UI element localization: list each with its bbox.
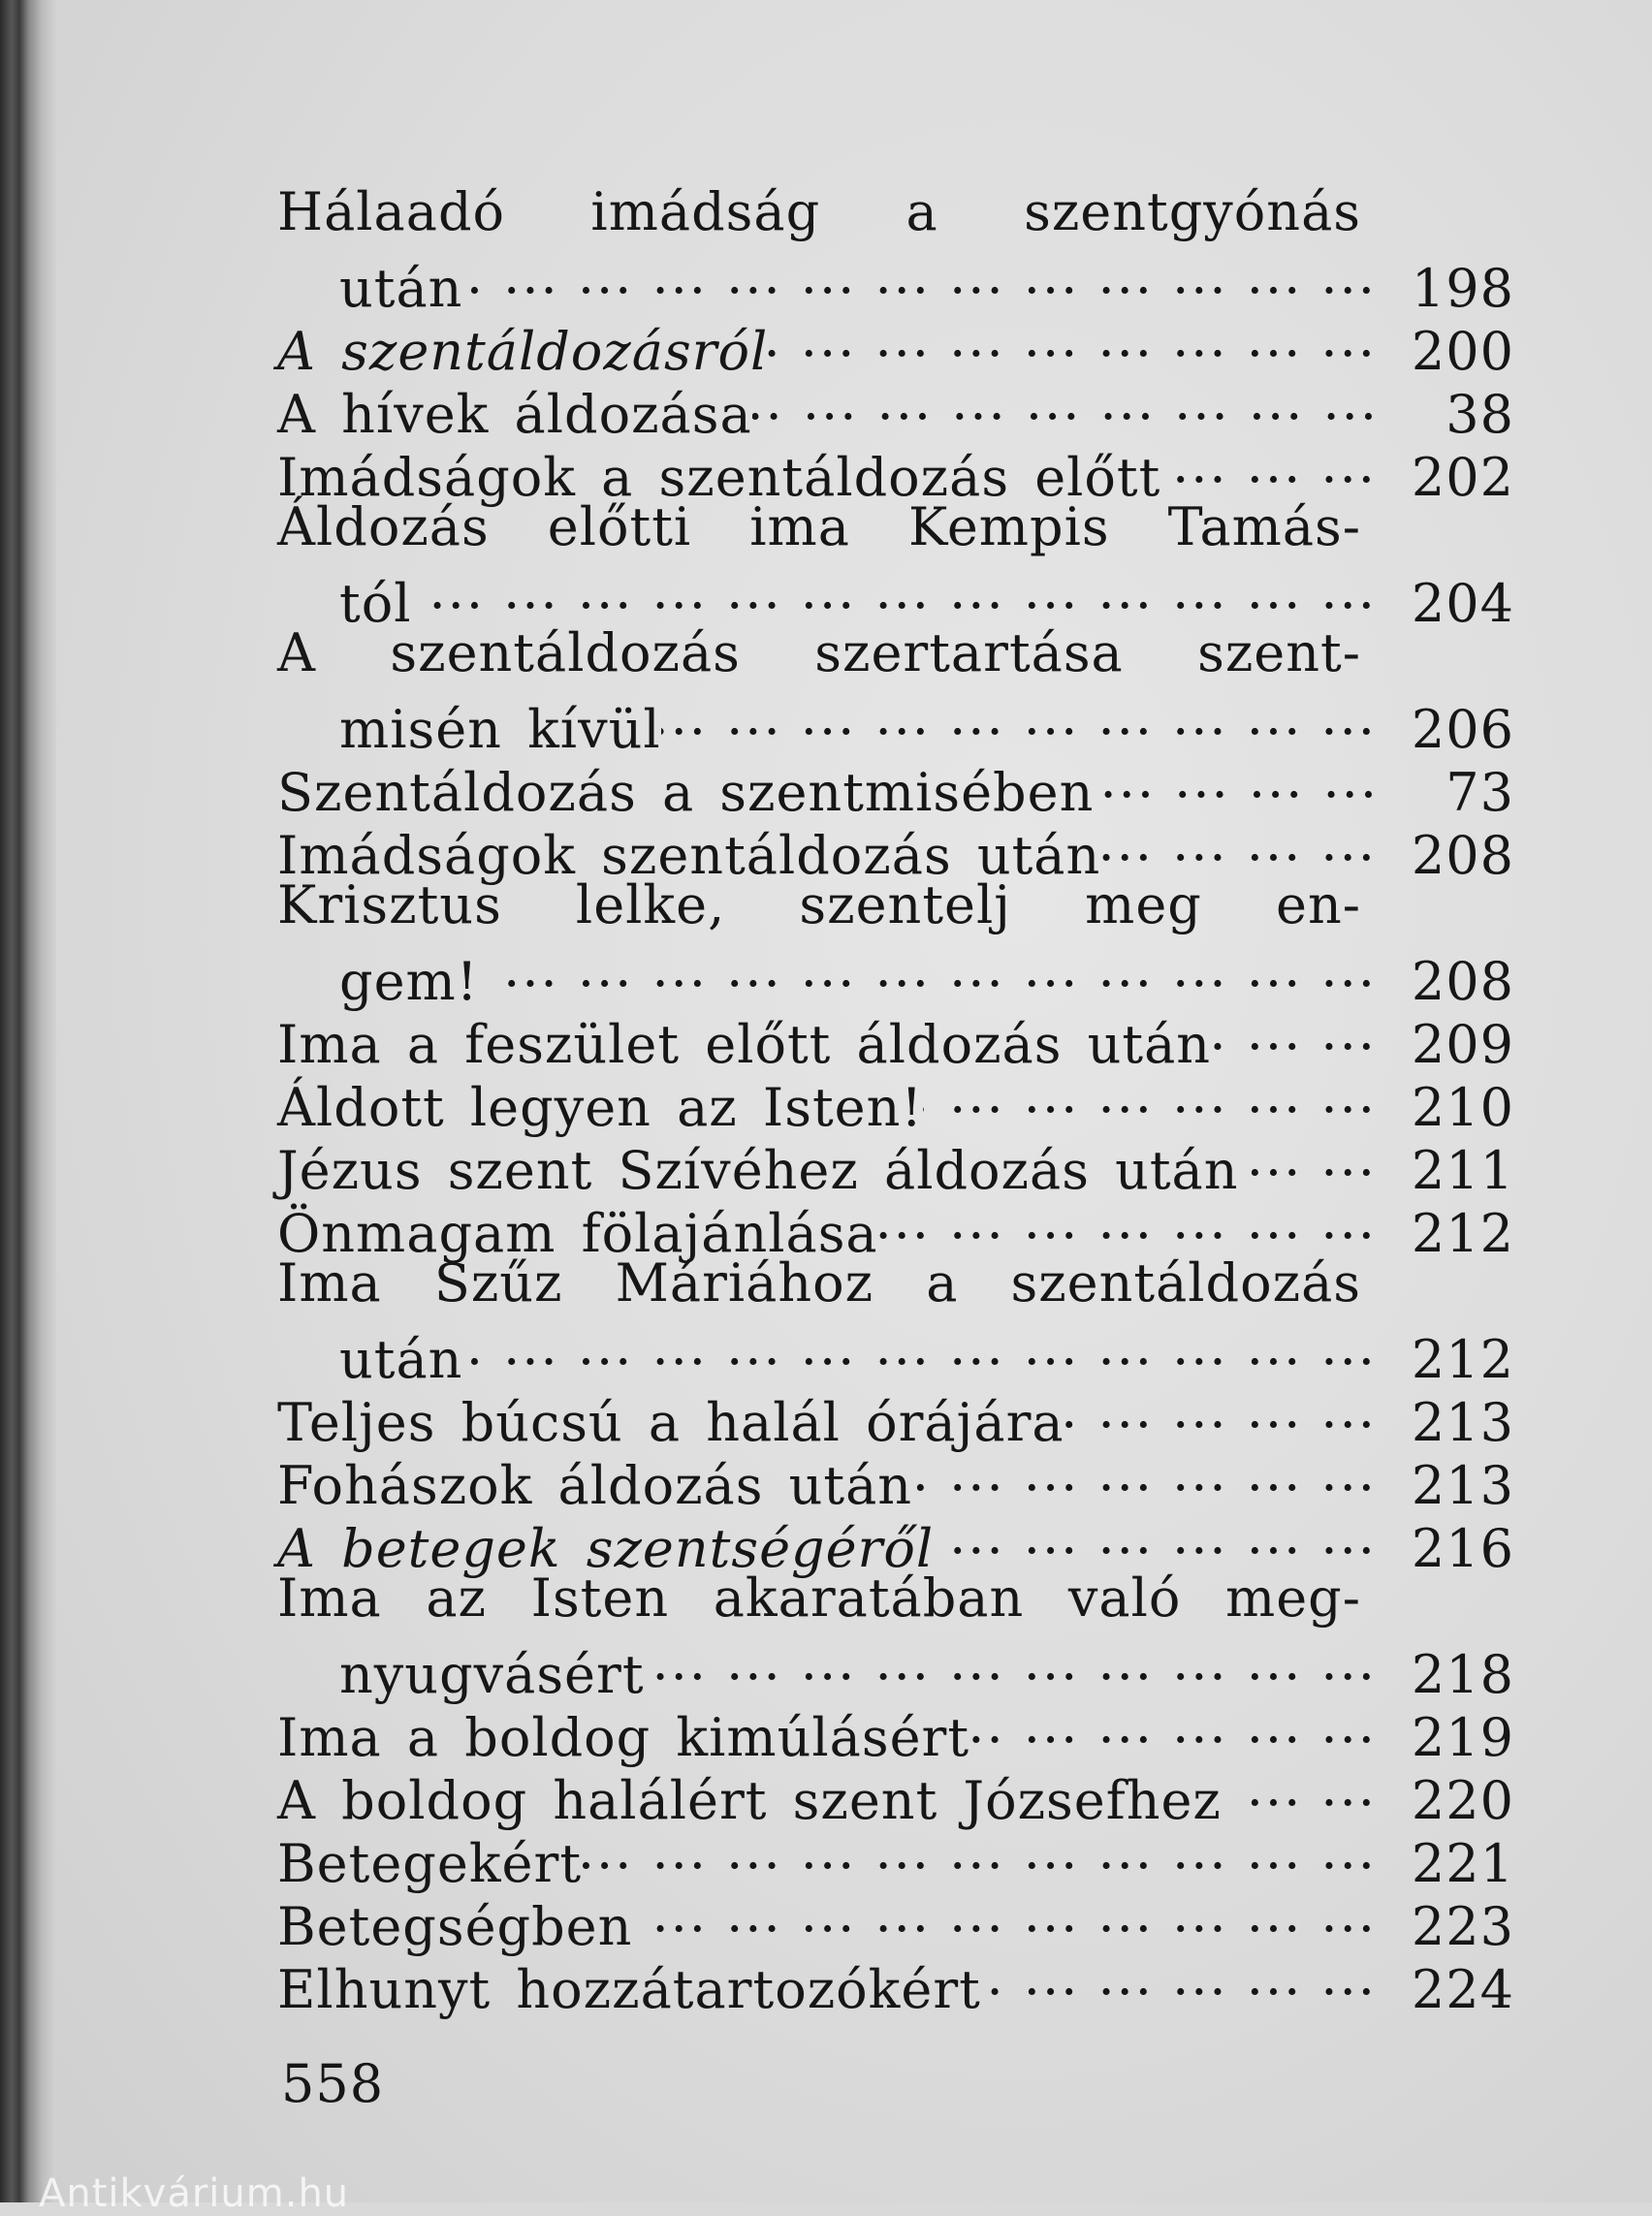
dot-leader	[1064, 1377, 1412, 1440]
toc-page-number: 198	[1411, 258, 1514, 319]
dot-leader	[632, 1882, 1412, 1945]
toc-entry-title: után	[339, 1329, 463, 1390]
table-of-contents	[277, 180, 1514, 2020]
toc-entry-title: Jézus szent Szívéhez áldozás után	[277, 1140, 1239, 1201]
toc-entry-title: után	[339, 258, 463, 319]
toc-entry-title: A betegek szentségéről	[277, 1518, 935, 1579]
toc-entry-title: nyugvásért	[339, 1644, 645, 1705]
toc-page-number: 200	[1411, 321, 1514, 382]
dot-leader	[878, 1188, 1412, 1251]
dot-leader	[934, 1504, 1412, 1567]
toc-entry-title: Áldott legyen az Isten!	[277, 1077, 924, 1138]
toc-entry-title: A boldog halálért szent Józsefhez	[277, 1770, 1222, 1831]
toc-entry-line	[277, 936, 1514, 1012]
dot-leader	[1094, 747, 1414, 810]
toc-entry	[277, 1567, 1514, 1705]
toc-entry-line	[277, 873, 1514, 936]
toc-page-number: 216	[1411, 1518, 1514, 1579]
page-number: 558	[281, 2053, 385, 2114]
toc-entry-title: Betegségben	[277, 1896, 633, 1957]
toc-page-number: 202	[1411, 447, 1514, 508]
toc-entry-title: Imádságok szentáldozás után	[277, 825, 1101, 886]
toc-page-number: 208	[1411, 825, 1514, 886]
toc-entry-line	[277, 621, 1514, 684]
toc-entry-title: A szentáldozásról	[277, 321, 769, 382]
toc-page-number: 213	[1411, 1455, 1514, 1516]
dot-leader	[661, 684, 1412, 747]
toc-entry	[277, 495, 1514, 634]
dot-leader	[1211, 999, 1412, 1062]
toc-entry-title: Elhunyt hozzátartozókért	[277, 1959, 981, 2020]
dot-leader	[411, 558, 1411, 621]
toc-entry-line	[277, 243, 1514, 319]
toc-entry-title: Imádságok a szentáldozás előtt	[277, 447, 1161, 508]
toc-entry	[277, 1251, 1514, 1390]
toc-page-number: 213	[1411, 1392, 1514, 1453]
toc-entry-title: gem!	[339, 951, 479, 1012]
toc-entry-title: Teljes búcsú a halál órájára	[277, 1392, 1064, 1453]
toc-entry-line	[277, 1567, 1514, 1630]
toc-entry-title: tól	[339, 573, 412, 634]
toc-page-number: 224	[1411, 1959, 1514, 2020]
toc-entry-line	[277, 1314, 1514, 1390]
toc-entry-line	[277, 180, 1514, 243]
toc-page-number: 223	[1411, 1896, 1514, 1957]
toc-page-number: 204	[1411, 573, 1514, 634]
book-spine-shadow	[0, 0, 56, 2202]
toc-page-number: 212	[1411, 1329, 1514, 1390]
toc-entry	[277, 180, 1514, 319]
dot-leader	[462, 1314, 1411, 1377]
toc-entry-title: Fohászok áldozás után	[277, 1455, 913, 1516]
toc-entry-title: Ima a boldog kimúlásért	[277, 1707, 970, 1768]
toc-entry	[277, 621, 1514, 760]
toc-entry-title: Önmagam fölajánlása	[277, 1203, 878, 1264]
toc-entry-title: Ima a feszület előtt áldozás után	[277, 1014, 1212, 1075]
dot-leader	[1160, 432, 1412, 495]
toc-page-number: 221	[1411, 1833, 1514, 1894]
toc-page-number: 210	[1411, 1077, 1514, 1138]
dot-leader	[981, 1945, 1412, 2008]
watermark-text: Antikvárium.hu	[39, 2171, 350, 2216]
toc-entry-title: Krisztus lelke, szentelj meg en-	[277, 874, 1361, 935]
toc-entry-line	[277, 495, 1514, 558]
toc-entry-title: Hálaadó imádság a szentgyónás	[277, 181, 1361, 242]
dot-leader	[768, 306, 1412, 369]
dot-leader	[478, 936, 1411, 999]
toc-entry-title: A hívek áldozása	[277, 384, 752, 445]
toc-entry-title: misén kívül	[339, 699, 661, 760]
dot-leader	[1222, 1756, 1412, 1819]
toc-page-number: 218	[1411, 1644, 1514, 1705]
dot-leader	[1239, 1125, 1412, 1188]
dot-leader	[969, 1693, 1412, 1756]
toc-page-number: 219	[1411, 1707, 1514, 1768]
toc-page-number: 73	[1446, 762, 1514, 823]
toc-entry-line	[277, 1251, 1514, 1314]
dot-leader	[1100, 810, 1412, 873]
toc-entry-line	[277, 558, 1514, 634]
toc-entry-title: Ima az Isten akaratában való meg-	[277, 1567, 1361, 1629]
dot-leader	[462, 243, 1411, 306]
toc-page-number: 206	[1411, 699, 1514, 760]
toc-page-number: 220	[1411, 1770, 1514, 1831]
toc-entry-line	[277, 1630, 1514, 1705]
toc-entry-title: Ima Szűz Máriához a szentáldozás	[277, 1252, 1361, 1314]
dot-leader	[645, 1630, 1412, 1693]
toc-entry-title: Áldozás előtti ima Kempis Tamás-	[277, 496, 1361, 557]
toc-entry	[277, 873, 1514, 1012]
dot-leader	[912, 1440, 1412, 1504]
dot-leader	[582, 1819, 1412, 1882]
toc-page-number: 212	[1411, 1203, 1514, 1264]
toc-page-number: 208	[1411, 951, 1514, 1012]
toc-entry-title: A szentáldozás szertartása szent-	[277, 622, 1361, 683]
toc-page-number: 38	[1446, 384, 1514, 445]
toc-page-number: 211	[1411, 1140, 1514, 1201]
toc-entry-line	[277, 684, 1514, 760]
dot-leader	[752, 369, 1414, 432]
toc-entry-title: Szentáldozás a szentmisében	[277, 762, 1095, 823]
toc-page-number: 209	[1411, 1014, 1514, 1075]
dot-leader	[923, 1062, 1412, 1125]
toc-entry-title: Betegekért	[277, 1833, 583, 1894]
